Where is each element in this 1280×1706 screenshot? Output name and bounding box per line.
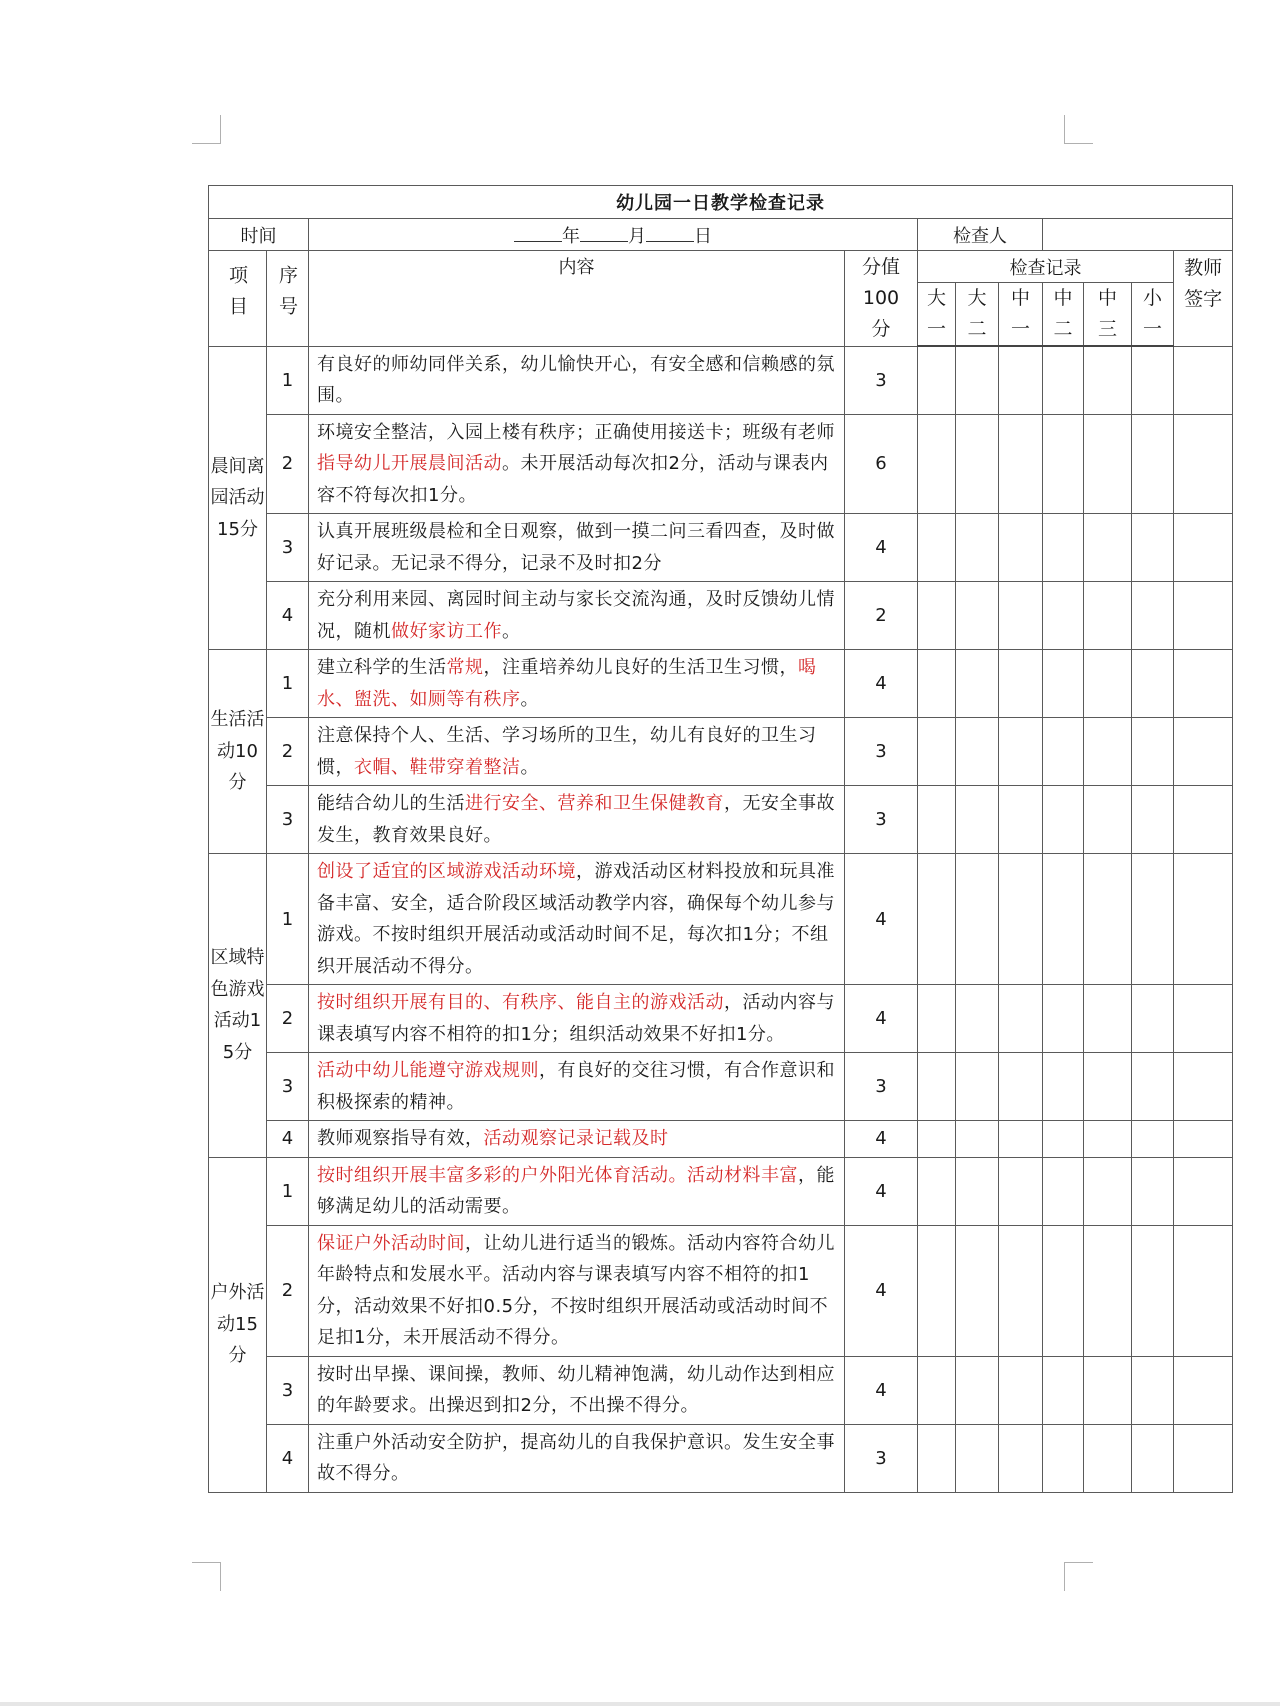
record-cell[interactable] [1132, 718, 1174, 786]
row-score: 4 [845, 985, 918, 1053]
record-cell[interactable] [1084, 1053, 1132, 1121]
header-teacher-sign: 教师签字 [1174, 251, 1233, 347]
record-cell[interactable] [1043, 650, 1084, 718]
row-score: 4 [845, 1356, 918, 1424]
header-item: 项目 [209, 251, 267, 347]
record-cell[interactable] [1132, 854, 1174, 985]
row-content [309, 786, 845, 854]
record-cell[interactable] [918, 786, 956, 854]
signature-cell[interactable] [1174, 414, 1233, 514]
inspector-label: 检查人 [918, 219, 1043, 251]
highlight-text: 做好家访工作 [391, 620, 502, 642]
table-row [209, 414, 1233, 514]
row-score: 4 [845, 650, 918, 718]
record-cell[interactable] [1084, 346, 1132, 414]
record-cell[interactable] [1043, 718, 1084, 786]
record-cell[interactable] [956, 1053, 999, 1121]
table-title: 幼儿园一日教学检查记录 [209, 186, 1233, 219]
table-row [209, 854, 1233, 985]
inspector-name-field[interactable] [1043, 219, 1233, 251]
row-score: 3 [845, 718, 918, 786]
record-cell[interactable] [999, 1225, 1043, 1356]
record-cell[interactable] [999, 786, 1043, 854]
row-content [309, 1356, 845, 1424]
record-cell[interactable] [918, 1424, 956, 1492]
section-category: 区域特色游戏活动15分 [209, 854, 267, 1158]
signature-cell[interactable] [1174, 786, 1233, 854]
row-content [309, 718, 845, 786]
signature-cell[interactable] [1174, 854, 1233, 985]
row-content [309, 1053, 845, 1121]
signature-cell[interactable] [1174, 1356, 1233, 1424]
record-cell[interactable] [956, 414, 999, 514]
day-label: 日 [694, 225, 712, 247]
class-header-1: 大 一 [918, 283, 956, 347]
table-row [209, 1053, 1233, 1121]
header-seq: 序号 [267, 251, 309, 347]
highlight-text: 创设了适宜的区域游戏活动环境 [317, 861, 576, 882]
row-score: 2 [845, 582, 918, 650]
table-row [209, 985, 1233, 1053]
highlight-text: 衣帽、鞋带穿着整洁 [354, 756, 521, 778]
row-content [309, 582, 845, 650]
row-content [309, 650, 845, 718]
row-seq: 2 [267, 414, 309, 514]
row-seq: 3 [267, 514, 309, 582]
header-content: 内容 [309, 251, 845, 347]
record-cell[interactable] [1084, 1424, 1132, 1492]
table-row [209, 582, 1233, 650]
record-cell[interactable] [1132, 650, 1174, 718]
record-cell[interactable] [1132, 1121, 1174, 1158]
crop-mark-top-left [192, 115, 221, 144]
record-cell[interactable] [999, 1157, 1043, 1225]
record-cell[interactable] [1084, 1225, 1132, 1356]
record-cell[interactable] [1132, 1356, 1174, 1424]
date-field[interactable] [309, 219, 918, 251]
content-text: ，无安全事故发生，教育效果良好。 [317, 793, 835, 846]
signature-cell[interactable] [1174, 650, 1233, 718]
record-cell[interactable] [918, 854, 956, 985]
record-cell[interactable] [1084, 414, 1132, 514]
record-cell[interactable] [1084, 514, 1132, 582]
record-cell[interactable] [1043, 985, 1084, 1053]
record-cell[interactable] [1043, 514, 1084, 582]
record-cell[interactable] [999, 1121, 1043, 1158]
year-blank[interactable] [514, 225, 562, 242]
record-cell[interactable] [1043, 1053, 1084, 1121]
signature-cell[interactable] [1174, 1053, 1233, 1121]
row-score: 4 [845, 1225, 918, 1356]
record-cell[interactable] [956, 718, 999, 786]
row-seq: 2 [267, 718, 309, 786]
record-cell[interactable] [1084, 854, 1132, 985]
day-blank[interactable] [646, 225, 694, 242]
signature-cell[interactable] [1174, 1121, 1233, 1158]
row-seq: 3 [267, 1356, 309, 1424]
row-score: 3 [845, 1053, 918, 1121]
row-seq: 2 [267, 1225, 309, 1356]
highlight-text: 进行安全、营养和卫生保健教育 [465, 793, 724, 814]
highlight-text: 活动中幼儿能遵守游戏规则 [317, 1060, 539, 1081]
record-cell[interactable] [956, 1356, 999, 1424]
record-cell[interactable] [1084, 582, 1132, 650]
row-content [309, 1157, 845, 1225]
highlight-text: 保证户外活动时间 [317, 1232, 465, 1254]
row-seq: 1 [267, 650, 309, 718]
row-content [309, 1424, 845, 1492]
row-content [309, 346, 845, 414]
record-cell[interactable] [1132, 582, 1174, 650]
year-label: 年 [562, 225, 580, 247]
record-cell[interactable] [999, 582, 1043, 650]
highlight-text: 喝水、盥洗、如厕等有秩序 [317, 657, 817, 710]
signature-cell[interactable] [1174, 1424, 1233, 1492]
content-text: 。 [502, 620, 521, 642]
record-cell[interactable] [956, 346, 999, 414]
row-content [309, 1121, 845, 1158]
content-text: 。未开展活动每次扣2分，活动与课表内容不符每次扣1分。 [317, 453, 829, 506]
record-cell[interactable] [918, 582, 956, 650]
record-cell[interactable] [918, 1225, 956, 1356]
record-cell[interactable] [999, 1053, 1043, 1121]
record-cell[interactable] [1132, 1424, 1174, 1492]
row-score: 6 [845, 414, 918, 514]
table-row [209, 514, 1233, 582]
highlight-text: 活动观察记录记载及时 [483, 1128, 669, 1149]
page-bottom-rule [0, 1702, 1280, 1706]
record-cell[interactable] [1043, 1225, 1084, 1356]
record-cell[interactable] [1132, 985, 1174, 1053]
record-cell[interactable] [918, 346, 956, 414]
signature-cell[interactable] [1174, 582, 1233, 650]
content-text: 环境安全整洁，入园上楼有秩序；正确使用接送卡；班级有老师 [317, 421, 835, 443]
highlight-text: 按时组织开展丰富多彩的户外阳光体育活动。活动材料丰富 [317, 1164, 798, 1186]
table-row [209, 650, 1233, 718]
record-cell[interactable] [1043, 1424, 1084, 1492]
record-cell[interactable] [918, 1157, 956, 1225]
table-row [209, 718, 1233, 786]
record-cell[interactable] [956, 514, 999, 582]
row-seq: 3 [267, 1053, 309, 1121]
table-row [209, 1225, 1233, 1356]
record-cell[interactable] [1043, 854, 1084, 985]
content-text: 能结合幼儿的生活 [317, 793, 465, 814]
header-score: 分值 100 分 [845, 251, 918, 347]
table-row [209, 1121, 1233, 1158]
record-cell[interactable] [1043, 786, 1084, 854]
record-cell[interactable] [1043, 1121, 1084, 1158]
record-cell[interactable] [918, 414, 956, 514]
highlight-text: 常规 [446, 657, 484, 678]
time-label: 时间 [209, 219, 309, 251]
class-header-5: 中 三 [1084, 283, 1132, 347]
signature-cell[interactable] [1174, 1225, 1233, 1356]
record-cell[interactable] [956, 582, 999, 650]
record-cell[interactable] [956, 854, 999, 985]
record-cell[interactable] [1084, 985, 1132, 1053]
content-text: 有良好的师幼同伴关系，幼儿愉快开心，有安全感和信赖感的氛围。 [317, 353, 835, 406]
content-text: ，游戏活动区材料投放和玩具准备丰富、安全，适合阶段区域活动教学内容，确保每个幼儿参与游戏。不按时组织开展活动或活动时间不足，每次扣1分；不组织开展活动不得分。 [317, 861, 835, 977]
crop-mark-top-right [1064, 115, 1093, 144]
highlight-text: 按时组织开展有目的、有秩序、能自主的游戏活动 [317, 992, 724, 1013]
row-score: 3 [845, 1424, 918, 1492]
record-cell[interactable] [918, 514, 956, 582]
row-content [309, 985, 845, 1053]
record-cell[interactable] [1132, 346, 1174, 414]
record-cell[interactable] [999, 414, 1043, 514]
content-text: 注意保持个人、生活、学习场所的卫生，幼儿有良好的卫生习惯， [317, 725, 817, 778]
row-seq: 4 [267, 582, 309, 650]
table-row [209, 786, 1233, 854]
content-text: 充分利用来园、离园时间主动与家长交流沟通，及时反馈幼儿情况，随机 [317, 589, 835, 642]
record-cell[interactable] [956, 985, 999, 1053]
content-text: 建立科学的生活 [317, 657, 447, 678]
record-cell[interactable] [1084, 1121, 1132, 1158]
signature-cell[interactable] [1174, 346, 1233, 414]
record-cell[interactable] [956, 1225, 999, 1356]
record-cell[interactable] [956, 1424, 999, 1492]
content-text: 教师观察指导有效， [317, 1128, 484, 1149]
content-text: 认真开展班级晨检和全日观察，做到一摸二问三看四查，及时做好记录。无记录不得分，记录不及时扣2分 [317, 521, 835, 574]
row-content [309, 854, 845, 985]
row-score: 4 [845, 1157, 918, 1225]
content-text: 。 [520, 756, 539, 778]
table-row [209, 346, 1233, 414]
section-category: 生活活动10分 [209, 650, 267, 854]
month-blank[interactable] [580, 225, 628, 242]
record-cell[interactable] [956, 1157, 999, 1225]
content-text: 按时出早操、课间操，教师、幼儿精神饱满，幼儿动作达到相应的年龄要求。出操迟到扣2分，不出操不得分。 [317, 1363, 835, 1416]
record-cell[interactable] [999, 1424, 1043, 1492]
record-cell[interactable] [1132, 514, 1174, 582]
record-cell[interactable] [999, 985, 1043, 1053]
record-cell[interactable] [1132, 1157, 1174, 1225]
row-seq: 4 [267, 1121, 309, 1158]
row-score: 3 [845, 786, 918, 854]
content-text: ，能够满足幼儿的活动需要。 [317, 1164, 835, 1217]
record-cell[interactable] [918, 1121, 956, 1158]
record-cell[interactable] [918, 985, 956, 1053]
record-cell[interactable] [1132, 1053, 1174, 1121]
section-category: 晨间离园活动15分 [209, 346, 267, 650]
signature-cell[interactable] [1174, 514, 1233, 582]
section-category: 户外活动15分 [209, 1157, 267, 1492]
record-cell[interactable] [918, 650, 956, 718]
row-score: 4 [845, 854, 918, 985]
row-score: 4 [845, 514, 918, 582]
table-row [209, 1356, 1233, 1424]
record-cell[interactable] [1043, 346, 1084, 414]
content-text: ，让幼儿进行适当的锻炼。活动内容符合幼儿年龄特点和发展水平。活动内容与课表填写内容不相符的扣1分，活动效果不好扣0.5分，不按时组织开展活动或活动时间不足扣1分，未开展活动不得分。 [317, 1232, 835, 1348]
month-label: 月 [628, 225, 646, 247]
record-cell[interactable] [999, 514, 1043, 582]
record-cell[interactable] [1132, 414, 1174, 514]
record-cell[interactable] [1084, 650, 1132, 718]
record-cell[interactable] [999, 854, 1043, 985]
record-cell[interactable] [1043, 414, 1084, 514]
class-header-6: 小 一 [1132, 283, 1174, 347]
signature-cell[interactable] [1174, 718, 1233, 786]
record-cell[interactable] [999, 718, 1043, 786]
record-cell[interactable] [1132, 1225, 1174, 1356]
row-seq: 1 [267, 854, 309, 985]
record-cell[interactable] [918, 718, 956, 786]
record-cell[interactable] [1084, 1356, 1132, 1424]
record-cell[interactable] [1084, 786, 1132, 854]
content-text: ，注重培养幼儿良好的生活卫生习惯， [483, 657, 798, 678]
record-cell[interactable] [1043, 582, 1084, 650]
record-cell[interactable] [999, 650, 1043, 718]
row-seq: 2 [267, 985, 309, 1053]
record-cell[interactable] [1084, 1157, 1132, 1225]
content-text: 注重户外活动安全防护，提高幼儿的自我保护意识。发生安全事故不得分。 [317, 1431, 835, 1484]
row-seq: 3 [267, 786, 309, 854]
row-content [309, 1225, 845, 1356]
record-cell[interactable] [956, 1121, 999, 1158]
row-seq: 1 [267, 346, 309, 414]
header-record: 检查记录 [918, 251, 1174, 283]
record-cell[interactable] [999, 1356, 1043, 1424]
record-cell[interactable] [918, 1356, 956, 1424]
record-cell[interactable] [1084, 718, 1132, 786]
inspection-table [208, 185, 1233, 1493]
content-text: 。 [520, 688, 539, 710]
table-row [209, 1424, 1233, 1492]
record-cell[interactable] [1132, 786, 1174, 854]
record-cell[interactable] [918, 1053, 956, 1121]
signature-cell[interactable] [1174, 985, 1233, 1053]
class-header-4: 中 二 [1043, 283, 1084, 347]
record-cell[interactable] [1043, 1356, 1084, 1424]
crop-mark-bottom-left [192, 1562, 221, 1591]
signature-cell[interactable] [1174, 1157, 1233, 1225]
class-header-3: 中 一 [999, 283, 1043, 347]
content-text: ，活动内容与课表填写内容不相符的扣1分；组织活动效果不好扣1分。 [317, 992, 835, 1045]
record-cell[interactable] [999, 346, 1043, 414]
record-cell[interactable] [1043, 1157, 1084, 1225]
row-content [309, 514, 845, 582]
crop-mark-bottom-right [1064, 1562, 1093, 1591]
content-text: ，有良好的交往习惯，有合作意识和积极探索的精神。 [317, 1060, 835, 1113]
table-row [209, 1157, 1233, 1225]
row-seq: 1 [267, 1157, 309, 1225]
record-cell[interactable] [956, 786, 999, 854]
class-header-2: 大 二 [956, 283, 999, 347]
highlight-text: 指导幼儿开展晨间活动 [317, 453, 502, 474]
row-score: 4 [845, 1121, 918, 1158]
record-cell[interactable] [956, 650, 999, 718]
row-seq: 4 [267, 1424, 309, 1492]
row-content [309, 414, 845, 514]
row-score: 3 [845, 346, 918, 414]
